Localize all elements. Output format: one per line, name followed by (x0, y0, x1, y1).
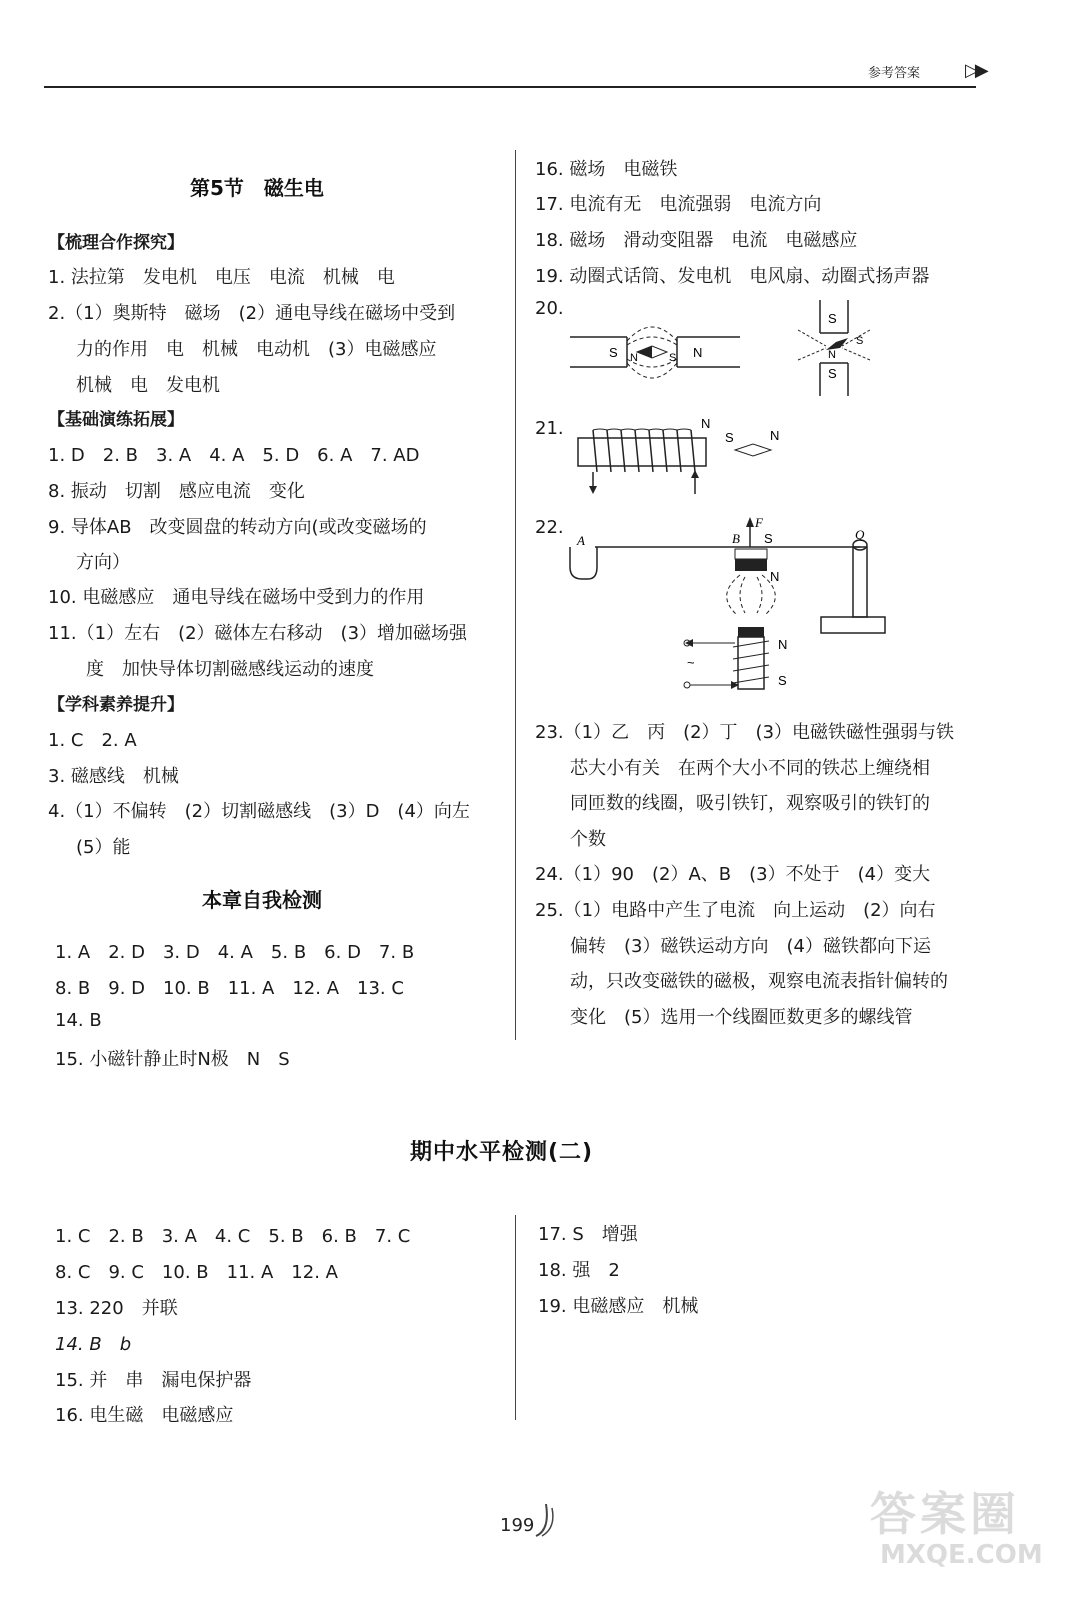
text-line: 2.（1）奥斯特 磁场 (2）通电导线在磁场中受到 (48, 303, 456, 324)
text-line: 机械 电 发电机 (76, 375, 220, 396)
watermark-logo: 答案圈 (870, 1487, 1020, 1541)
text-line: 19. 电磁感应 机械 (538, 1296, 699, 1317)
text-line: 1. 法拉第 发电机 电压 电流 机械 电 (48, 267, 395, 288)
text-line: 15. 并 串 漏电保护器 (55, 1370, 252, 1391)
fig-label-n: N (701, 416, 711, 431)
text-line: 1. C 2. A (48, 730, 137, 751)
fig-label-b: B (732, 531, 740, 546)
fig-label-a: A (577, 533, 585, 548)
header-rule (44, 86, 976, 88)
header-arrow-icon: ▷▶ (965, 60, 985, 81)
figure-q20-vertical-magnets (790, 298, 880, 398)
header-label: 参考答案 (868, 66, 921, 81)
text-line: 4.（1）不偏转 (2）切割磁感线 (3）D (4）向左 (48, 801, 470, 822)
figure-q21-solenoid (575, 410, 795, 500)
fig-label-s: S (778, 673, 787, 688)
text-line: 1. C 2. B 3. A 4. C 5. B 6. B 7. C (55, 1226, 411, 1247)
text-line: 20. (535, 298, 564, 319)
text-line: 14. B (55, 1010, 102, 1031)
text-line: 18. 磁场 滑动变阻器 电流 电磁感应 (535, 230, 858, 251)
text-line: 22. (535, 517, 564, 538)
watermark-url: MXQE.COM (880, 1540, 1043, 1570)
text-line: 9. 导体AB 改变圆盘的转动方向(或改变磁场的 (48, 517, 427, 538)
text-line: 变化 (5）选用一个线圈匝数更多的螺线管 (570, 1007, 913, 1028)
text-line: 8. 振动 切割 感应电流 变化 (48, 481, 305, 502)
fig-label-f: F (755, 515, 763, 530)
text-line: 力的作用 电 机械 电动机 (3）电磁感应 (76, 339, 437, 360)
text-line: 16. 磁场 电磁铁 (535, 159, 678, 180)
text-line: 度 加快导体切割磁感线运动的速度 (86, 659, 374, 680)
text-line: 18. 强 2 (538, 1260, 620, 1281)
figure-q20-bar-magnets (565, 315, 745, 395)
text-line: 3. 磁感线 机械 (48, 766, 179, 787)
fig-label-s: S (725, 430, 734, 445)
midterm-title: 期中水平检测(二) (410, 1140, 594, 1165)
figure-q22-electromagnet (565, 515, 895, 700)
text-line: 同匝数的线圈，吸引铁钉，观察吸引的铁钉的 (570, 793, 930, 814)
fig-label-n: N (693, 345, 703, 360)
text-line: 25.（1）电路中产生了电流 向上运动 (2）向右 (535, 900, 936, 921)
chapter-test-title: 本章自我检测 (202, 888, 322, 912)
text-line: 21. (535, 418, 564, 439)
text-line: 14. B b (55, 1334, 132, 1355)
text-line: 【学科素养提升】 (48, 695, 184, 715)
text-line: 动，只改变磁铁的磁极，观察电流表指针偏转的 (570, 971, 948, 992)
text-line: 10. 电磁感应 通电导线在磁场中受到力的作用 (48, 587, 425, 608)
fig-label-s: S (828, 366, 837, 381)
column-divider-top (515, 150, 516, 1040)
fig-label-s: S (669, 352, 677, 364)
fig-label-s: S (856, 335, 864, 347)
column-divider-bottom (515, 1215, 516, 1420)
fig-label-q: Q (855, 527, 865, 542)
text-line: (5）能 (76, 837, 131, 858)
text-line: 24.（1）90 (2）A、B (3）不处于 (4）变大 (535, 864, 931, 885)
text-line: 8. C 9. C 10. B 11. A 12. A (55, 1262, 338, 1283)
fig-label-n: N (770, 569, 780, 584)
text-line: 【基础演练拓展】 (48, 410, 184, 430)
text-line: 芯大小有关 在两个大小不同的铁芯上缠绕相 (570, 758, 930, 779)
text-line: 15. 小磁针静止时N极 N S (55, 1049, 290, 1070)
text-line: 13. 220 并联 (55, 1298, 178, 1319)
text-line: 17. 电流有无 电流强弱 电流方向 (535, 194, 822, 215)
text-line: 1. A 2. D 3. D 4. A 5. B 6. D 7. B (55, 942, 415, 963)
page-ornament-icon (532, 1500, 562, 1540)
text-line: 19. 动圈式话筒、发电机 电风扇、动圈式扬声器 (535, 266, 930, 287)
fig-label-tilde: ~ (687, 655, 695, 670)
section-title: 第5节 磁生电 (190, 176, 324, 200)
text-line: 17. S 增强 (538, 1224, 638, 1245)
text-line: 偏转 (3）磁铁运动方向 (4）磁铁都向下运 (570, 936, 931, 957)
text-line: 方向） (76, 552, 130, 573)
page-number: 199 (500, 1515, 535, 1536)
text-line: 16. 电生磁 电磁感应 (55, 1405, 234, 1426)
fig-label-s: S (764, 531, 773, 546)
fig-label-s: S (609, 345, 618, 360)
text-line: 11.（1）左右 (2）磁体左右移动 (3）增加磁场强 (48, 623, 468, 644)
text-line: 个数 (570, 829, 606, 850)
fig-label-n: N (778, 637, 788, 652)
text-line: 8. B 9. D 10. B 11. A 12. A 13. C (55, 978, 404, 999)
text-line: 1. D 2. B 3. A 4. A 5. D 6. A 7. AD (48, 445, 420, 466)
text-line: 23.（1）乙 丙 (2）丁 (3）电磁铁磁性强弱与铁 (535, 722, 955, 743)
fig-label-n: N (770, 428, 780, 443)
fig-label-n: N (630, 352, 638, 364)
fig-label-n: N (828, 349, 836, 361)
text-line: 【梳理合作探究】 (48, 233, 184, 253)
fig-label-s: S (828, 311, 837, 326)
